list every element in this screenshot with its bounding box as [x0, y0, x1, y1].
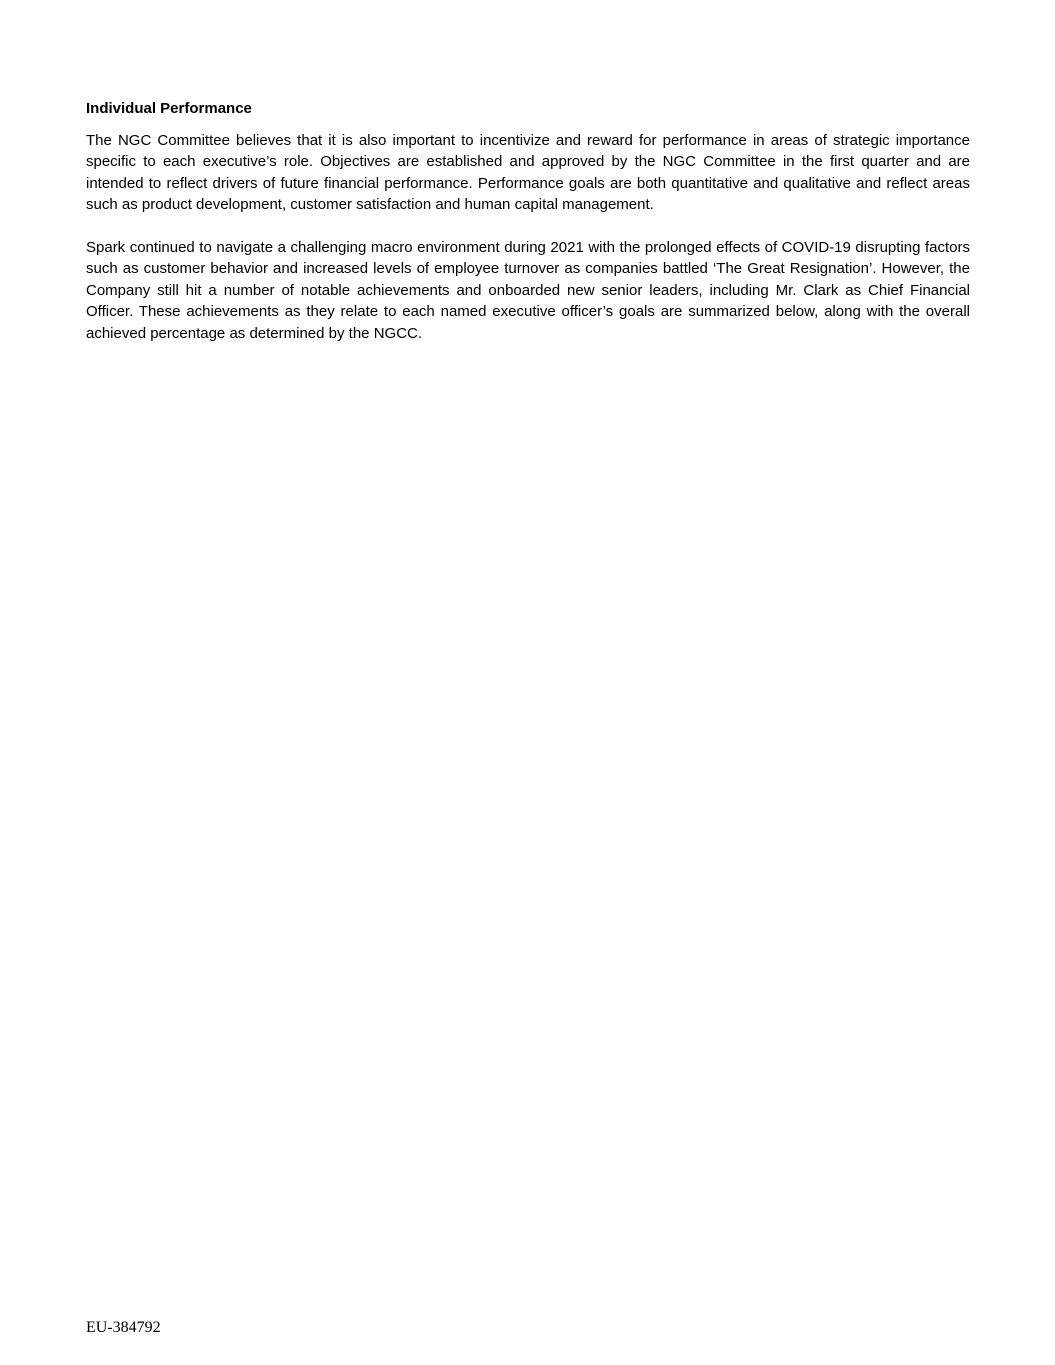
paragraph-ngc-committee: The NGC Committee believes that it is also important to incentivize and reward for performance in areas of strategic importance specific to each executive’s role. Objectives are established and approved by the NGC Committee in the first quarter and are intended to reflect drivers of future financial performance. Performance goals are both quantitative and qualitative and reflect areas such as product development, customer satisfaction and human capital management. [86, 131, 970, 213]
paragraph-spark-2021: Spark continued to navigate a challenging macro environment during 2021 with the prolonged effects of COVID-19 disrupting factors such as customer behavior and increased levels of employee turnover as companies battled ‘The Great Resignation’. However, the Company still hit a number of notable achievements and onboarded new senior leaders, including Mr. Clark as Chief Financial Officer. These achievements as they relate to each named executive officer’s goals are summarized below, along with the overall achieved percentage as determined by the NGCC. [86, 238, 970, 342]
document-page [86, 98, 970, 365]
document-id: EU-384792 [86, 1319, 161, 1336]
section-heading: Individual Performance [86, 100, 252, 117]
